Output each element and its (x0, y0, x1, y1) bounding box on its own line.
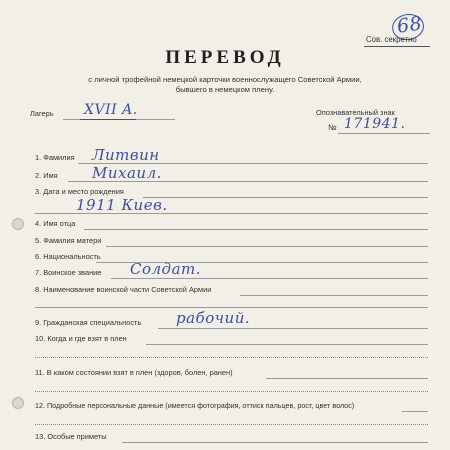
field-value-rank: Солдат. (130, 260, 201, 278)
tag-line (338, 133, 430, 134)
field-label-military-unit: 8. Наименование воинской части Советской Армии (35, 285, 212, 294)
punch-hole-top (12, 218, 24, 230)
field-label-personal-data: 12. Подробные персональные данные (имеется фотография, оттиск пальцев, рост, цвет волос) (35, 401, 355, 410)
document-title: ПЕРЕВОД (165, 47, 285, 68)
field-value-first-name: Михаил. (92, 164, 162, 182)
field-label-civil-profession: 9. Гражданская специальность (35, 318, 142, 327)
field-line-father-name (84, 229, 428, 230)
field-line-military-unit (240, 295, 428, 296)
secret-stamp: Сов. секретно (366, 35, 417, 44)
field-value-surname: Литвин (92, 146, 160, 164)
field-dots-capture-condition (35, 391, 428, 392)
field-label-special-marks: 13. Особые приметы (35, 432, 107, 441)
camp-value-underline (80, 119, 136, 120)
tag-value: 171941. (344, 116, 406, 132)
field-line-capture-condition (266, 378, 428, 379)
field-line-capture-place (146, 344, 428, 345)
field-label-mother-surname: 5. Фамилия матери (35, 236, 102, 245)
punch-hole-bottom (12, 397, 24, 409)
field-value-birth: 1911 Киев. (76, 196, 168, 214)
document-subtitle-line-2: бывшего в немецком плену. (175, 85, 275, 94)
field-dots-capture-place (35, 357, 428, 358)
field-label-father-name: 4. Имя отца (35, 219, 76, 228)
camp-value: XVII A. (84, 102, 138, 118)
field-label-surname: 1. Фамилия (35, 153, 75, 162)
document-subtitle-line-1: с личной трофейной немецкой карточки военнослужащего Советской Армии, (88, 75, 362, 84)
camp-label: Лагерь (30, 109, 54, 118)
field-value-civil-profession: рабочий. (176, 309, 251, 327)
field-line-rank (111, 278, 428, 279)
archive-number: 68 (395, 12, 424, 38)
field-dots-personal-data (35, 424, 428, 425)
field-label-first-name: 2. Имя (35, 171, 58, 180)
tag-label: Опознавательный знак (316, 108, 395, 117)
field-line-personal-data (402, 411, 428, 412)
field-line-civil-profession (158, 328, 428, 329)
field-label-capture-condition: 11. В каком состоянии взят в плен (здоров, болен, ранен) (35, 368, 233, 377)
field-line-special-marks (122, 442, 428, 443)
field-label-capture-place: 10. Когда и где взят в плен (35, 334, 127, 343)
field-line-mother-surname (106, 246, 428, 247)
field-label-nationality: 6. Национальность (35, 252, 101, 261)
field-label-rank: 7. Воинское звание (35, 268, 102, 277)
field-line-military-unit-extra (35, 307, 428, 308)
field-label-birth: 3. Дата и место рождения (35, 187, 124, 196)
tag-number-sign: № (328, 123, 337, 132)
field-line-birth (143, 197, 428, 198)
